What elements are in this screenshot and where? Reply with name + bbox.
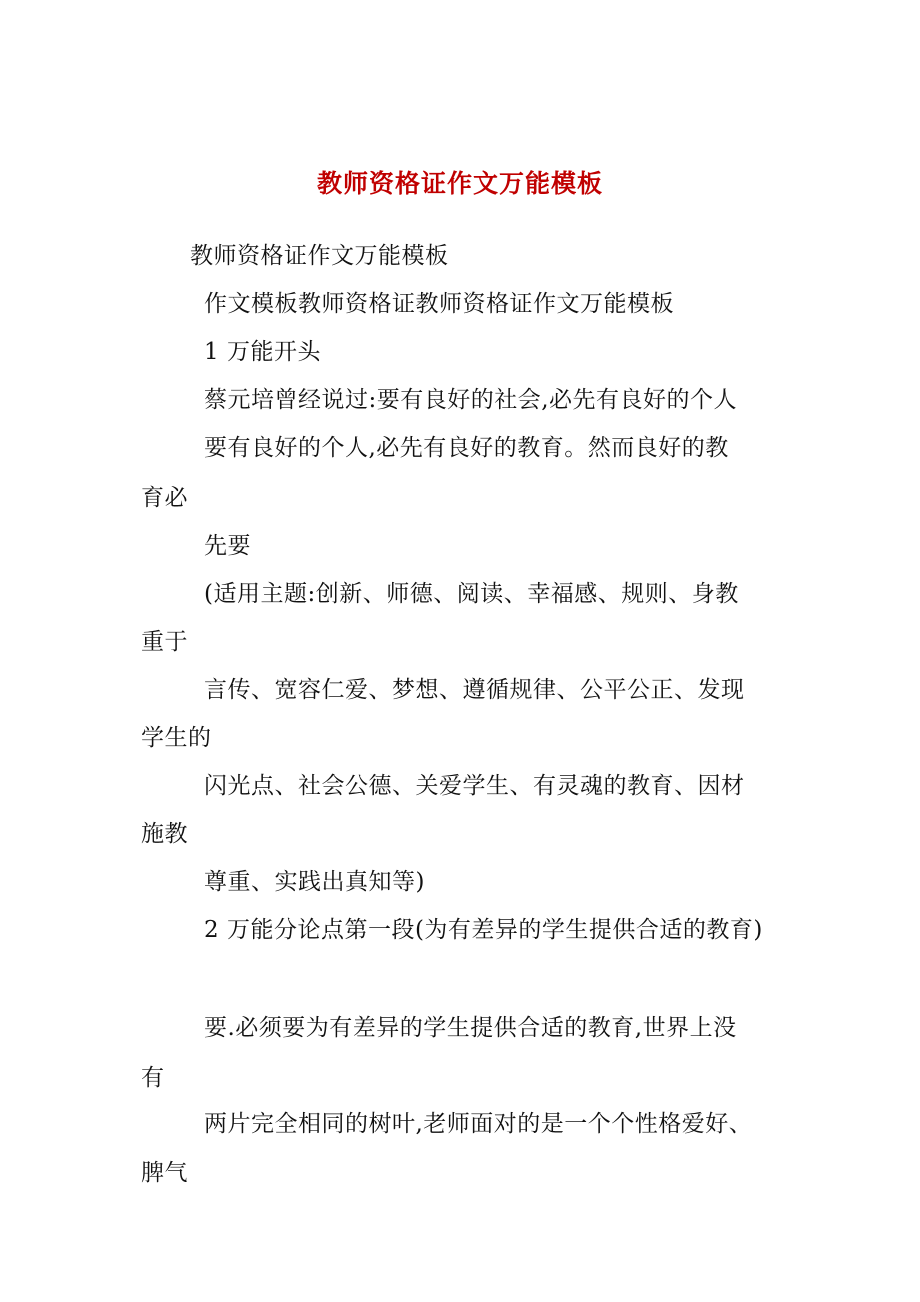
text-line: 学生的 [141, 725, 212, 751]
text-line: 言传、宽容仁爱、梦想、遵循规律、公平公正、发现 [204, 677, 745, 703]
text-line: 两片完全相同的树叶,老师面对的是一个个性格爱好、 [204, 1111, 753, 1137]
text-line: 重于 [141, 629, 188, 655]
text-line: 1 万能开头 [204, 339, 321, 365]
text-line: 脾气 [141, 1160, 188, 1186]
text-line: 育必 [141, 485, 188, 511]
text-line: 蔡元培曾经说过:要有良好的社会,必先有良好的个人 [204, 387, 738, 413]
text-line: 2 万能分论点第一段(为有差异的学生提供合适的教育) [204, 917, 763, 943]
text-line: 闪光点、社会公德、关爱学生、有灵魂的教育、因材 [204, 773, 745, 799]
text-line: 教师资格证作文万能模板 [190, 243, 449, 269]
text-line: 尊重、实践出真知等) [204, 869, 425, 895]
text-line: 要.必须要为有差异的学生提供合适的教育,世界上没 [204, 1015, 737, 1041]
text-line: 要有良好的个人,必先有良好的教育。然而良好的教 [204, 435, 729, 461]
text-line: 先要 [204, 533, 251, 559]
document-title: 教师资格证作文万能模板 [316, 169, 603, 198]
text-line: 有 [141, 1065, 165, 1091]
text-line: (适用主题:创新、师德、阅读、幸福感、规则、身教 [204, 581, 739, 607]
text-line: 作文模板教师资格证教师资格证作文万能模板 [204, 291, 674, 317]
text-line: 施教 [141, 821, 188, 847]
